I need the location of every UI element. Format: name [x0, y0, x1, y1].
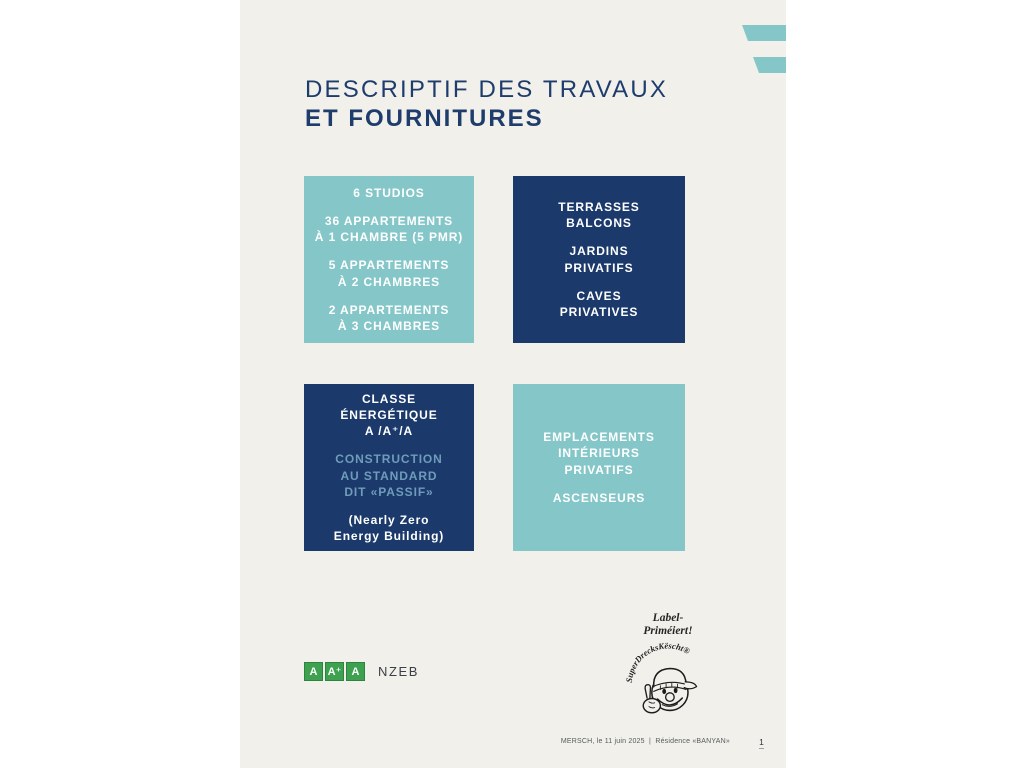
outdoor-item: JARDINS PRIVATIFS	[564, 244, 634, 275]
document-page	[240, 0, 786, 768]
page-title-line1: DESCRIPTIF DES TRAVAUX	[305, 76, 669, 103]
energy-class-badge: A⁺	[325, 662, 344, 681]
brand-stripe-icon	[742, 25, 786, 41]
energy-class-box	[304, 384, 474, 551]
units-box	[304, 176, 474, 343]
outdoor-item: CAVES PRIVATIVES	[559, 288, 639, 319]
superdreckskescht-arc-text: SuperDrecksKëscht®	[623, 640, 692, 684]
outdoor-box	[513, 176, 685, 343]
superdreckskescht-logo	[620, 612, 716, 719]
units-item: 36 APPARTEMENTS À 1 CHAMBRE (5 PMR)	[314, 214, 464, 245]
page-title-line2: ET FOURNITURES	[305, 104, 544, 132]
units-item: 5 APPARTEMENTS À 2 CHAMBRES	[328, 258, 450, 289]
page-number-value: 1	[759, 737, 764, 747]
page-number-tick	[759, 748, 764, 749]
parking-item: EMPLACEMENTS INTÉRIEURS PRIVATIFS	[543, 430, 655, 477]
parking-box	[513, 384, 685, 551]
superdreckskescht-mascot-icon	[620, 639, 716, 719]
page-number	[759, 737, 764, 749]
energy-class-badge: A	[346, 662, 365, 681]
page-title	[305, 76, 668, 134]
units-item: 6 STUDIOS	[353, 185, 425, 200]
passive-standard-text: CONSTRUCTION AU STANDARD DIT «PASSIF»	[335, 452, 443, 499]
nzeb-note: (Nearly Zero Energy Building)	[333, 512, 445, 544]
nzeb-caption: NZEB	[378, 664, 420, 679]
parking-item: ASCENSEURS	[552, 490, 646, 505]
units-item: 2 APPARTEMENTS À 3 CHAMBRES	[328, 302, 450, 333]
label-primeiert-text: Label- Priméiert!	[643, 612, 693, 638]
energy-class-badge: A	[304, 662, 323, 681]
energy-rating-label	[304, 662, 419, 681]
brand-stripe-icon	[753, 57, 786, 73]
outdoor-item: TERRASSES BALCONS	[558, 199, 640, 231]
energy-class-heading: CLASSE ÉNERGÉTIQUE A /A⁺/A	[340, 391, 438, 439]
footer-info: MERSCH, le 11 juin 2025 | Résidence «BANYAN»	[560, 738, 730, 745]
